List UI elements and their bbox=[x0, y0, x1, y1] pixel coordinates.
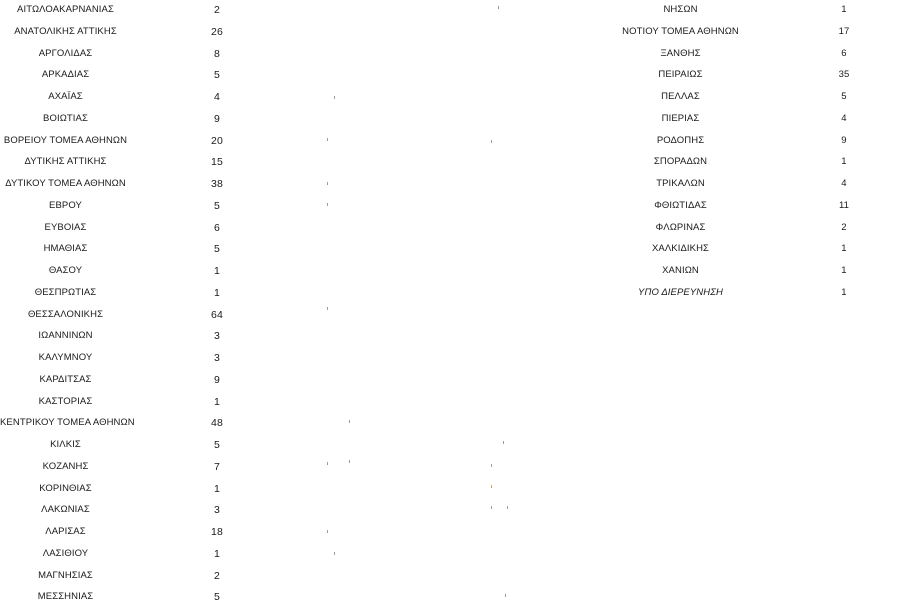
table-row bbox=[0, 64, 250, 86]
case-count: 11 bbox=[838, 199, 850, 211]
case-count: 5 bbox=[214, 591, 220, 604]
case-count: 3 bbox=[214, 330, 220, 343]
table-row bbox=[0, 499, 250, 521]
case-count: 1 bbox=[214, 395, 220, 408]
case-count: 2 bbox=[214, 4, 220, 16]
case-count: 1 bbox=[841, 286, 847, 298]
case-count: 48 bbox=[211, 417, 223, 430]
region-name: ΒΟΡΕΙΟΥ ΤΟΜΕΑ ΑΘΗΝΩΝ bbox=[3, 134, 128, 146]
case-count: 1 bbox=[214, 547, 220, 560]
region-name: ΜΑΓΝΗΣΙΑΣ bbox=[38, 569, 93, 581]
region-name: ΠΕΛΛΑΣ bbox=[661, 91, 700, 102]
table-row bbox=[600, 108, 860, 130]
case-count: 9 bbox=[214, 373, 220, 386]
region-name: ΦΛΩΡΙΝΑΣ bbox=[655, 221, 706, 233]
table-row bbox=[0, 369, 250, 391]
region-name: ΘΕΣΣΑΛΟΝΙΚΗΣ bbox=[27, 308, 104, 320]
region-name: ΕΒΡΟΥ bbox=[49, 199, 82, 211]
region-name: ΝΗΣΩΝ bbox=[663, 4, 698, 15]
region-name: ΧΑΛΚΙΔΙΚΗΣ bbox=[651, 243, 710, 255]
case-count: 5 bbox=[214, 69, 220, 82]
table-row bbox=[0, 325, 250, 347]
region-name: ΑΡΓΟΛΙΔΑΣ bbox=[38, 47, 93, 59]
table-row bbox=[0, 304, 250, 326]
region-name: ΧΑΝΙΩΝ bbox=[662, 265, 699, 276]
region-name: ΘΑΣΟΥ bbox=[48, 265, 83, 276]
table-row bbox=[0, 586, 250, 608]
case-count: 6 bbox=[214, 221, 220, 234]
case-count: 1 bbox=[841, 243, 847, 255]
case-count: 2 bbox=[214, 569, 220, 582]
region-name: ΗΜΑΘΙΑΣ bbox=[43, 243, 88, 255]
region-name: ΦΘΙΩΤΙΔΑΣ bbox=[654, 199, 707, 211]
table-row bbox=[600, 151, 860, 173]
table-row bbox=[0, 543, 250, 565]
table-row bbox=[0, 43, 250, 65]
table-row bbox=[600, 238, 860, 260]
case-count: 5 bbox=[841, 91, 847, 102]
case-count: 5 bbox=[214, 243, 220, 256]
case-count: 4 bbox=[214, 91, 220, 103]
right-table bbox=[600, 0, 860, 304]
region-name: ΑΙΤΩΛΟΑΚΑΡΝΑΝΙΑΣ bbox=[17, 4, 114, 15]
case-count: 1 bbox=[841, 265, 847, 276]
table-row bbox=[0, 347, 250, 369]
case-count: 26 bbox=[211, 25, 223, 38]
case-count: 4 bbox=[841, 178, 847, 189]
case-count: 8 bbox=[214, 47, 220, 60]
table-row bbox=[600, 130, 860, 152]
case-count: 18 bbox=[211, 526, 223, 538]
case-count: 9 bbox=[214, 112, 220, 125]
region-name: ΑΧΑΪΑΣ bbox=[48, 91, 83, 102]
region-name: ΛΑΚΩΝΙΑΣ bbox=[41, 504, 90, 516]
region-name: ΙΩΑΝΝΙΝΩΝ bbox=[38, 330, 93, 342]
region-name: ΚΙΛΚΙΣ bbox=[50, 439, 81, 450]
region-name: ΣΠΟΡΑΔΩΝ bbox=[653, 156, 708, 168]
region-name: ΛΑΡΙΣΑΣ bbox=[45, 526, 86, 537]
table-row bbox=[0, 478, 250, 500]
region-name: ΘΕΣΠΡΩΤΙΑΣ bbox=[34, 286, 97, 298]
region-name: ΥΠΟ ΔΙΕΡΕΥΝΗΣΗ bbox=[638, 286, 723, 298]
case-count: 1 bbox=[214, 482, 220, 495]
table-row bbox=[600, 43, 860, 65]
table-row bbox=[0, 173, 250, 195]
case-count: 1 bbox=[214, 265, 220, 277]
region-name: ΑΝΑΤΟΛΙΚΗΣ ΑΤΤΙΚΗΣ bbox=[14, 25, 117, 37]
case-count: 1 bbox=[214, 286, 220, 299]
table-row bbox=[0, 130, 250, 152]
region-name: ΚΑΣΤΟΡΙΑΣ bbox=[38, 395, 93, 407]
region-name: ΚΟΡΙΝΘΙΑΣ bbox=[39, 482, 92, 494]
table-row bbox=[0, 456, 250, 478]
case-count: 20 bbox=[211, 134, 223, 147]
table-row bbox=[600, 260, 860, 282]
case-count: 5 bbox=[214, 439, 220, 451]
region-name: ΕΥΒΟΙΑΣ bbox=[44, 221, 87, 233]
left-table bbox=[0, 0, 250, 608]
table-row bbox=[0, 260, 250, 282]
table-row bbox=[600, 195, 860, 217]
table-row bbox=[0, 391, 250, 413]
table-row bbox=[0, 238, 250, 260]
region-name: ΚΑΡΔΙΤΣΑΣ bbox=[39, 373, 92, 385]
case-count: 2 bbox=[841, 221, 847, 233]
table-row bbox=[0, 521, 250, 543]
case-count: 4 bbox=[841, 112, 847, 124]
table-row bbox=[600, 21, 860, 43]
case-count: 15 bbox=[211, 156, 223, 169]
case-count: 6 bbox=[841, 47, 847, 59]
table-row bbox=[600, 173, 860, 195]
case-count: 7 bbox=[214, 460, 220, 473]
table-row bbox=[0, 21, 250, 43]
case-count: 64 bbox=[211, 308, 223, 321]
region-name: ΚΑΛΥΜΝΟΥ bbox=[38, 352, 93, 363]
case-count: 35 bbox=[838, 69, 850, 81]
case-count: 9 bbox=[841, 134, 847, 146]
table-row bbox=[600, 0, 860, 21]
table-row bbox=[0, 151, 250, 173]
region-name: ΚΟΖΑΝΗΣ bbox=[42, 460, 89, 472]
table-row bbox=[0, 282, 250, 304]
region-name: ΤΡΙΚΑΛΩΝ bbox=[656, 178, 705, 189]
region-name: ΠΕΙΡΑΙΩΣ bbox=[658, 69, 703, 81]
case-count: 1 bbox=[841, 156, 847, 168]
table-row bbox=[0, 86, 250, 108]
table-row bbox=[0, 412, 250, 434]
table-row bbox=[0, 565, 250, 587]
region-name: ΜΕΣΣΗΝΙΑΣ bbox=[37, 591, 94, 603]
case-count: 3 bbox=[214, 504, 220, 517]
case-count: 3 bbox=[214, 352, 220, 364]
region-name: ΑΡΚΑΔΙΑΣ bbox=[41, 69, 90, 81]
region-name: ΠΙΕΡΙΑΣ bbox=[661, 112, 700, 124]
table-row bbox=[0, 217, 250, 239]
region-name: ΛΑΣΙΘΙΟΥ bbox=[42, 547, 89, 559]
table-row bbox=[0, 195, 250, 217]
table-row bbox=[600, 217, 860, 239]
region-name: ΒΟΙΩΤΙΑΣ bbox=[43, 112, 88, 124]
table-row bbox=[0, 0, 250, 21]
table-row bbox=[0, 108, 250, 130]
region-name: ΔΥΤΙΚΗΣ ΑΤΤΙΚΗΣ bbox=[24, 156, 107, 168]
region-name: ΔΥΤΙΚΟΥ ΤΟΜΕΑ ΑΘΗΝΩΝ bbox=[5, 178, 126, 189]
region-name: ΚΕΝΤΡΙΚΟΥ ΤΟΜΕΑ ΑΘΗΝΩΝ bbox=[0, 417, 135, 429]
case-count: 38 bbox=[211, 178, 223, 190]
table-row bbox=[600, 86, 860, 108]
region-name: ΡΟΔΟΠΗΣ bbox=[656, 134, 705, 146]
case-count: 17 bbox=[838, 25, 850, 37]
case-count: 5 bbox=[214, 199, 220, 212]
region-name: ΞΑΝΘΗΣ bbox=[660, 47, 701, 59]
table-row bbox=[600, 64, 860, 86]
table-row bbox=[600, 282, 860, 304]
region-name: ΝΟΤΙΟΥ ΤΟΜΕΑ ΑΘΗΝΩΝ bbox=[622, 25, 739, 37]
table-row bbox=[0, 434, 250, 456]
case-count: 1 bbox=[841, 4, 847, 15]
